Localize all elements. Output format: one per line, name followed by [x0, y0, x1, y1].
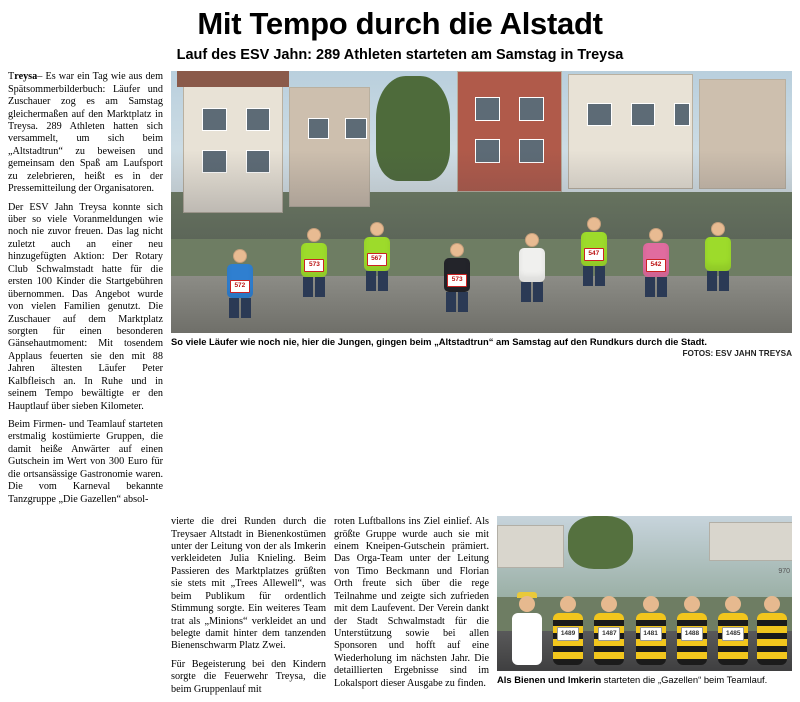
- runner: [643, 228, 669, 297]
- person-head: [764, 596, 780, 612]
- bib-number: 573: [304, 259, 324, 272]
- runner-torso: [705, 237, 731, 271]
- bib-number: 1485: [722, 627, 744, 641]
- person-head: [519, 596, 535, 612]
- runner-head: [525, 233, 539, 247]
- paragraph: Beim Firmen- und Teamlauf starteten erstmalig kostümierte Gruppen, die damit heiße Anwärter auf einen Gutschein im Wert von 300 Euro für die ortsansässige Gastronomie waren. Die vom Karneval bekannte Tanzgruppe „Die Gazellen“ absol-: [8, 419, 163, 505]
- tree: [568, 516, 633, 569]
- photo-start-image: [171, 71, 792, 333]
- runner-head: [711, 222, 725, 236]
- tent: [709, 522, 792, 561]
- column-one: [8, 71, 163, 512]
- runner-legs: [521, 282, 543, 302]
- runner: [444, 243, 470, 312]
- photo-bees-caption: [497, 674, 792, 685]
- spectator-crowd: [171, 150, 792, 239]
- paragraph: Der ESV Jahn Treysa konnte sich über so viele Voranmeldungen wie noch nie zuvor freuen. Das lag nicht zuletzt auch an einer neu hinzugefügten Aktion: Der Rotary Club Schwalmstadt hatte für die ersten 100 Kinder die Startgebühren übernommen. Das Angebot wurde von vielen Familien genutzt. Die Zuschauer auf dem Marktplatz sorgten für einen besonderen Gänsehautmoment: Mit tosendem Applaus feuerten sie den mit 88 Jahren ältesten Läufer Peter Kalbfleisch an. In Ruhe und in seinem Tempo bewältigte er den Hauptlauf über sieben Kilometer.: [8, 201, 163, 412]
- runner: [301, 228, 327, 297]
- lower-content: [0, 512, 800, 702]
- caption-rest: starteten die „Gazellen“ beim Teamlauf.: [601, 674, 768, 686]
- paragraph: Für Begeisterung bei den Kindern sorgte die Feuerwehr Treysa, die beim Gruppenlauf mit: [171, 658, 326, 695]
- person-body: [512, 613, 542, 665]
- window: [202, 108, 227, 132]
- bib-number: 572: [230, 280, 250, 293]
- photo-start-caption: So viele Läufer wie noch nie, hier die Jungen, gingen beim „Altstadtrun“ am Samstag auf den Rundkurs durch die Stadt.: [171, 336, 708, 348]
- window: [246, 108, 271, 132]
- person-body: [636, 613, 666, 665]
- runner-legs: [583, 266, 605, 286]
- runner-legs: [446, 292, 468, 312]
- bee-costume: [757, 596, 787, 665]
- column-one-lower: [8, 516, 163, 702]
- street-surface: [171, 276, 792, 334]
- person-head: [601, 596, 617, 612]
- runner-torso: [581, 232, 607, 266]
- bib-number: 542: [646, 259, 666, 272]
- runner: [364, 222, 390, 291]
- runner-legs: [229, 298, 251, 318]
- person-body: [594, 613, 624, 665]
- window: [587, 103, 612, 127]
- headline-block: [0, 0, 800, 71]
- person-head: [643, 596, 659, 612]
- runner: [519, 233, 545, 302]
- runner-head: [649, 228, 663, 242]
- caption-bold-part: Als Bienen und Imkerin: [497, 674, 602, 686]
- paragraph: [8, 71, 163, 195]
- person-body: [757, 613, 787, 665]
- runner-torso: [519, 248, 545, 282]
- page-title: Mit Tempo durch die Alstadt: [197, 6, 603, 41]
- runner: [705, 222, 731, 291]
- bee-costume: [677, 596, 707, 665]
- photo-credit: FOTOS: ESV JAHN TREYSA: [682, 348, 792, 358]
- runner-head: [307, 228, 321, 242]
- bib-number: 1481: [640, 627, 662, 641]
- bee-costume: [718, 596, 748, 665]
- window: [475, 97, 500, 121]
- runner-legs: [366, 271, 388, 291]
- runner-torso: [227, 264, 253, 298]
- photo-bees-block: [497, 516, 792, 702]
- tent: [497, 525, 564, 567]
- page-number: 970: [778, 568, 790, 575]
- column-three: [334, 516, 489, 702]
- column-two: [171, 516, 326, 702]
- runner-torso: [301, 243, 327, 277]
- bib-number: 567: [367, 253, 387, 266]
- bib-number: 1489: [557, 627, 579, 641]
- person-body: [677, 613, 707, 665]
- runner-torso: [643, 243, 669, 277]
- person-head: [725, 596, 741, 612]
- subheadline: Lauf des ESV Jahn: 289 Athleten starteten am Samstag in Treysa: [176, 46, 624, 63]
- roof: [177, 71, 289, 87]
- runner-head: [450, 243, 464, 257]
- paragraph: roten Luftballons ins Ziel einlief. Als größte Gruppe wurde auch sie mit einem Kneipen-Gutschein prämiert. Das Orga-Team unter der Leitung von Timo Beckmann und Florian Orth freute sich über die rege Teilnahme und zeigte sich zufrieden mit dem Laufevent. Der Verein dankt der Stadt Schwalmstadt für die Unterstützung sowie bei allen Sponsoren und hofft auf eine Wiederholung im nächsten Jahr. Die detaillierten Ergebnisse sind im Lokalsport dieser Ausgabe zu finden.: [334, 516, 489, 689]
- bee-costume: [594, 596, 624, 665]
- person-body: [553, 613, 583, 665]
- runner-legs: [645, 277, 667, 297]
- runner-torso: [444, 258, 470, 292]
- paragraph: vierte die drei Runden durch die Treysaer Altstadt in Bienenkostümen unter der Leitung von der als Imkerin verkleideten Julia Knieling. Beim Passieren des Marktplatzes grüßten sie stets mit „Trees Allewell“, was beim Publikum für ordentlich Stimmung sorgte. Ein weiteres Team trat als „Minions“ verkleidet an und belegte damit hinter dem tanzenden Bienenschwarm Platz Zwei.: [171, 516, 326, 652]
- runner-torso: [364, 237, 390, 271]
- bib-number: 1488: [681, 627, 703, 641]
- bib-number: 1487: [598, 627, 620, 641]
- runner: [581, 217, 607, 286]
- photo-start-block: [171, 71, 792, 512]
- bee-costume: [553, 596, 583, 665]
- window: [519, 97, 544, 121]
- runner-head: [233, 249, 247, 263]
- person-head: [560, 596, 576, 612]
- upper-content: [0, 71, 800, 512]
- window: [631, 103, 656, 127]
- bee-costume: [636, 596, 666, 665]
- bib-number: 547: [584, 248, 604, 261]
- beekeeper-costume: [512, 592, 542, 665]
- photo-bees-image: [497, 516, 792, 671]
- runner: [227, 249, 253, 318]
- window: [674, 103, 690, 127]
- dateline: Treysa: [8, 71, 38, 83]
- runner-head: [587, 217, 601, 231]
- bib-number: 573: [447, 274, 467, 287]
- person-body: [718, 613, 748, 665]
- runner-legs: [707, 271, 729, 291]
- window: [345, 118, 367, 139]
- paragraph-text: – Es war ein Tag wie aus dem Spätsommerbilderbuch: Läufer und Zuschauer zog es am Samstag gleichermaßen auf den Marktplatz in Treysa. 289 Athleten hatten sich versammelt, um sich beim „Altstadtrun“ zu beweisen und gemeinsam den Spaß am Laufsport zu zelebrieren, heißt es in der Pressemitteilung der Organisatoren.: [8, 71, 163, 195]
- runner-legs: [303, 277, 325, 297]
- person-head: [684, 596, 700, 612]
- window: [308, 118, 330, 139]
- runner-head: [370, 222, 384, 236]
